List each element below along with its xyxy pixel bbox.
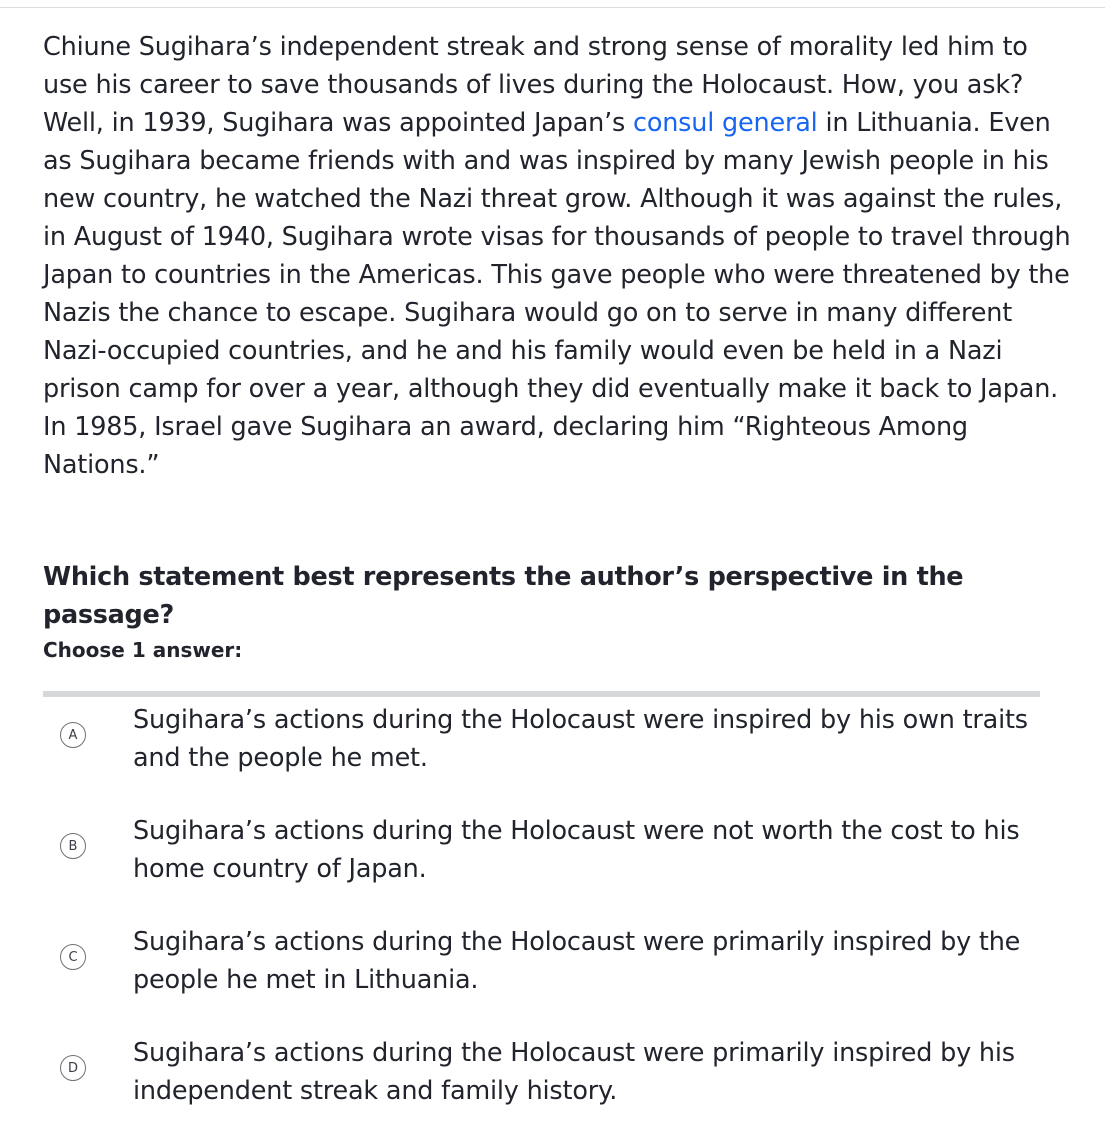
top-divider — [0, 7, 1105, 8]
choice-d[interactable] — [60, 1038, 1040, 1131]
choice-d-radio[interactable]: D — [60, 1055, 86, 1081]
choice-a[interactable] — [60, 705, 1040, 812]
choice-c-radio[interactable]: C — [60, 944, 86, 970]
passage-text-end: in Lithuania. Even as Sugihara became friends with and was inspired by many Jewish people in his new country, he watched the Nazi threat grow. Although it was against the rules, in August of 1940, Sugihara wrote visas for thousands of people to travel through Japan to countries in the Americas. This gave people who were threatened by the Nazis the chance to escape. Sugihara would go on to serve in many different Nazi-occupied countries, and he and his family would even be held in a Nazi prison camp for over a year, although they did eventually make it back to Japan. In 1985, Israel gave Sugihara an award, declaring him “Righteous Among Nations.” — [43, 108, 1071, 480]
answer-instruction: Choose 1 answer: — [43, 638, 243, 662]
question-prompt: Which statement best represents the author’s perspective in the passage? — [43, 562, 964, 630]
choices-divider — [43, 691, 1040, 697]
choice-a-radio[interactable]: A — [60, 722, 86, 748]
choice-b-text[interactable]: Sugihara’s actions during the Holocaust were not worth the cost to his home country of Japan. — [133, 816, 1020, 884]
consul-general-link[interactable]: consul general — [633, 108, 818, 138]
choice-d-text[interactable]: Sugihara’s actions during the Holocaust were primarily inspired by his independent streak and family history. — [133, 1038, 1015, 1106]
choice-a-text[interactable]: Sugihara’s actions during the Holocaust were inspired by his own traits and the people he met. — [133, 705, 1028, 773]
reading-passage — [43, 28, 1078, 484]
choice-c[interactable] — [60, 927, 1040, 1034]
choice-b[interactable] — [60, 816, 1040, 923]
choice-c-text[interactable]: Sugihara’s actions during the Holocaust were primarily inspired by the people he met in Lithuania. — [133, 927, 1021, 995]
passage-text-start: Chiune Sugihara’s independent streak and strong sense of morality led him to use his career to save thousands of lives during the Holocaust. How, you ask? Well, in 1939, Sugihara was appointed Japan’s — [43, 32, 1028, 138]
choice-b-radio[interactable]: B — [60, 833, 86, 859]
